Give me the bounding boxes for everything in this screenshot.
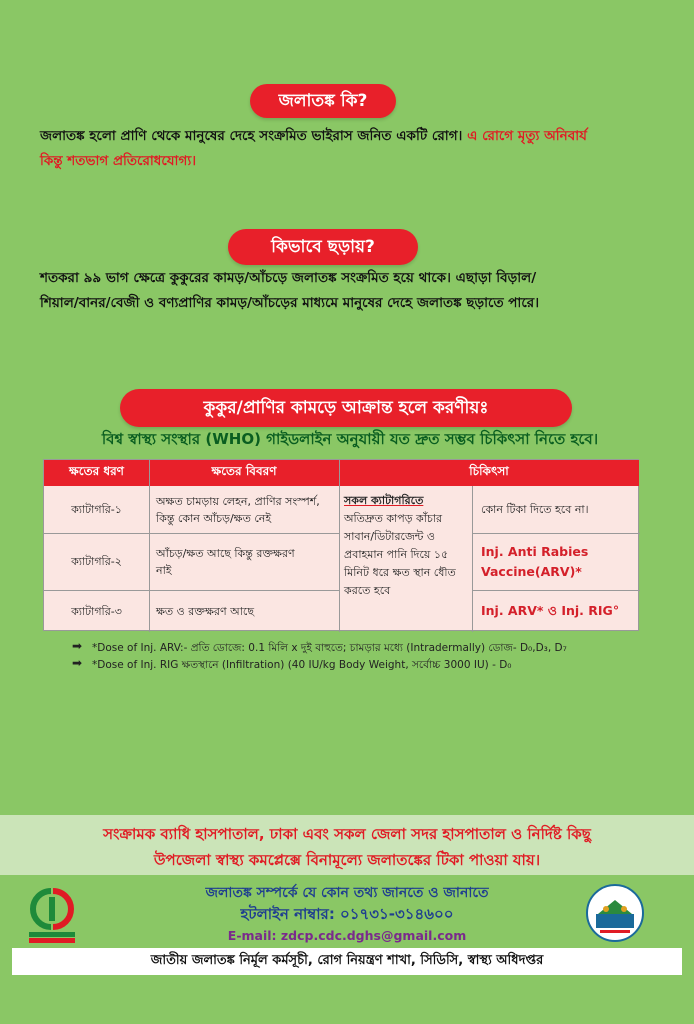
table-divider xyxy=(472,486,473,632)
section-title-what-is-rabies: জলাতঙ্ক কি? xyxy=(250,84,396,118)
category-2: ক্যাটাগরি-২ xyxy=(71,555,122,568)
note-rig: *Dose of Inj. RIG ক্ষতস্থানে (Infiltration) (40 IU/kg Body Weight, সর্বোচ্চ 3000 IU) - D₀ xyxy=(92,659,512,671)
description-1: অক্ষত চামড়ায় লেহন, প্রাণির সংস্পর্শ, কিন্তু কোন আঁচড়/ক্ষত নেই xyxy=(156,494,320,525)
rabies-definition: জলাতঙ্ক হলো প্রাণি থেকে মানুষের দেহে সংক্রমিত ভাইরাস জনিত একটি রোগ। xyxy=(40,128,463,144)
category-3: ক্যাটাগরি-৩ xyxy=(71,604,122,618)
availability-line-2: উপজেলা স্বাস্থ্য কমপ্লেক্সে বিনামূল্যে জলাতঙ্কের টিকা পাওয়া যায়। xyxy=(153,851,541,869)
dghs-logo xyxy=(578,882,652,944)
contact-info-line: জলাতঙ্ক সম্পর্কে যে কোন তথ্য জানতে ও জানাতে xyxy=(205,885,489,901)
cdc-logo xyxy=(27,885,77,945)
common-wash-title: সকল ক্যাটাগরিতে xyxy=(344,494,424,507)
spread-line-2: শিয়াল/বানর/বেজী ও বণ্যপ্রাণির কামড়/আঁচড়ের মাধ্যমে মানুষের দেহে জলাতঙ্ক ছড়াতে পারে। xyxy=(40,295,540,311)
section-title-what-to-do: কুকুর/প্রাণির কামড়ে আক্রান্ত হলে করণীয়ঃ xyxy=(120,389,572,427)
header-wound-description: ক্ষতের বিবরণ xyxy=(149,460,339,486)
note-arv: *Dose of Inj. ARV:- প্রতি ডোজে: 0.1 মিলি x দুই বাহুতে; চামড়ার মধ্যে (Intradermally) ডোজ- D₀,D₃, D₇ xyxy=(92,642,567,654)
header-wound-type: ক্ষতের ধরণ xyxy=(44,460,149,486)
rabies-warning-part2: কিন্তু শতভাগ প্রতিরোধযোগ্য। xyxy=(40,153,197,169)
hotline-number: হটলাইন নাম্বার: ০১৭৩১-৩১৪৬০০ xyxy=(240,905,454,923)
treatment-3: Inj. ARV* ও Inj. RIG° xyxy=(481,603,620,618)
rabies-warning-part1: এ রোগে মৃত্যু অনিবার্য xyxy=(467,128,587,144)
arrow-icon: ➡ xyxy=(72,639,83,653)
treatment-table xyxy=(43,459,639,631)
table-divider xyxy=(339,460,340,632)
availability-band xyxy=(0,815,694,875)
common-wash-instruction xyxy=(344,492,468,600)
availability-line-1: সংক্রামক ব্যাধি হাসপাতাল, ঢাকা এবং সকল জেলা সদর হাসপাতাল ও নির্দিষ্ট কিছু xyxy=(103,825,591,843)
section-how-spreads-text xyxy=(40,266,660,316)
footer-program-name: জাতীয় জলাতঙ্ক নির্মূল কর্মসূচী, রোগ নিয়ন্ত্রণ শাখা, সিডিসি, স্বাস্থ্য অধিদপ্তর xyxy=(12,948,682,975)
arrow-icon: ➡ xyxy=(72,656,83,670)
table-divider xyxy=(149,460,150,632)
header-treatment: চিকিৎসা xyxy=(339,460,639,486)
common-wash-text: অতিদ্রুত কাপড় কাঁচার সাবান/ডিটারজেন্ট ও প্রবাহমান পানি দিয়ে ১৫ মিনিট ধরে ক্ষত স্থান ধৌত করতে হবে xyxy=(344,512,456,597)
section-what-is-rabies-text xyxy=(40,124,660,174)
treatment-1: কোন টিকা দিতে হবে না। xyxy=(481,503,589,516)
category-1: ক্যাটাগরি-১ xyxy=(71,503,122,516)
who-guideline-text: বিশ্ব স্বাস্থ্য সংস্থার (WHO) গাইডলাইন অনুযায়ী যত দ্রুত সম্ভব চিকিৎসা নিতে হবে। xyxy=(101,430,599,448)
spread-line-1: শতকরা ৯৯ ভাগ ক্ষেত্রে কুকুরের কামড়/আঁচড়ে জলাতঙ্ক সংক্রমিত হয়ে থাকে। এছাড়া বিড়াল/ xyxy=(40,270,537,286)
treatment-2: Inj. Anti Rabies Vaccine(ARV)* xyxy=(481,543,589,579)
description-2: আঁচড়/ক্ষত আছে কিন্তু রক্তক্ষরণ নাই xyxy=(156,546,295,577)
email-address: E-mail: zdcp.cdc.dghs@gmail.com xyxy=(227,928,467,943)
section-title-how-spreads: কিভাবে ছড়ায়? xyxy=(228,229,418,265)
description-3: ক্ষত ও রক্তক্ষরণ আছে xyxy=(156,604,255,618)
